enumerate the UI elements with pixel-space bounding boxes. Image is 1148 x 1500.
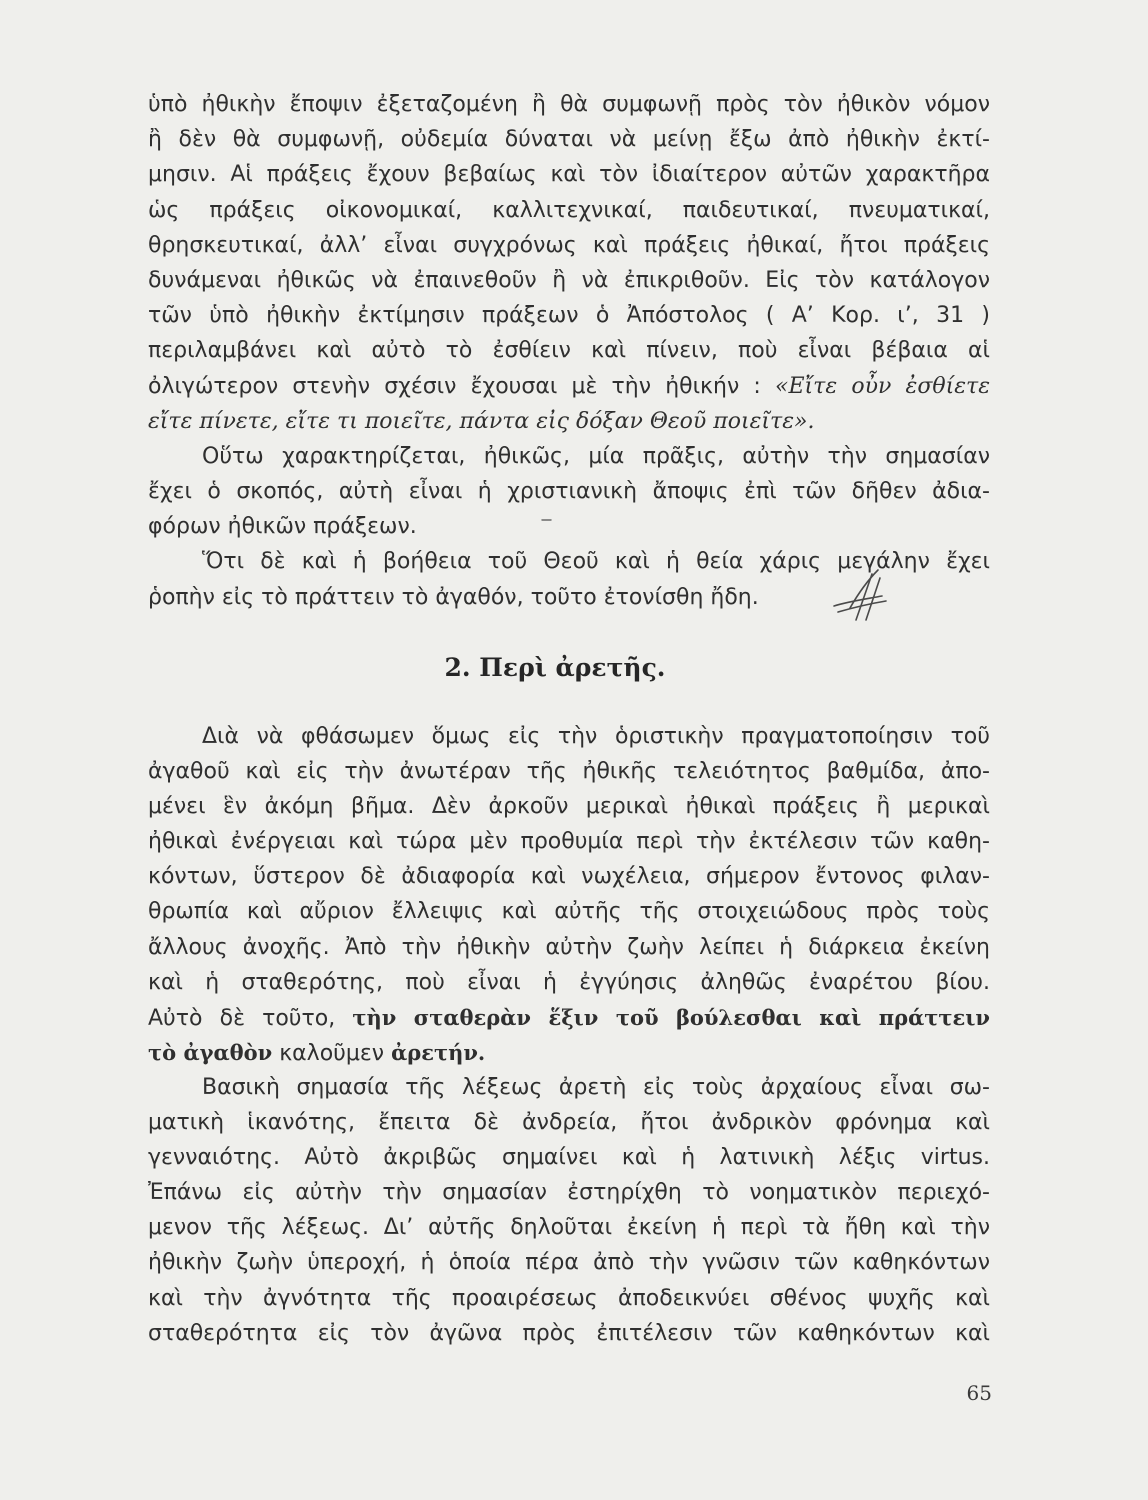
text-block-bottom (148, 719, 990, 1351)
text-segment: καλοῦμεν (272, 1040, 392, 1066)
scribble-stroke (850, 570, 878, 608)
page-number: 65 (966, 1381, 992, 1405)
text-line: ὡς πράξεις οἰκονομικαί, καλλιτεχνικαί, παιδευτικαί, πνευματικαί, (148, 197, 990, 223)
section-heading: 2. Περὶ ἀρετῆς. (444, 653, 666, 682)
text-segment: ὀλιγώτερον στενὴν σχέσιν ἔχουσαι μὲ τὴν ἠθικήν : (148, 373, 776, 399)
text-line: Ὅτι δὲ καὶ ἡ βοήθεια τοῦ Θεοῦ καὶ ἡ θεία χάρις μεγάλην ἔχει (202, 549, 990, 575)
paragraph (148, 87, 990, 439)
text-line: ἀγαθοῦ καὶ εἰς τὴν ἀνωτέραν τῆς ἠθικῆς τελειότητος βαθμίδα, ἀπο- (148, 759, 990, 785)
text-line: φόρων ἠθικῶν πράξεων. (148, 514, 417, 540)
text-line: ἔχει ὁ σκοπός, αὐτὴ εἶναι ἡ χριστιανικὴ ἄποψις ἐπὶ τῶν δῆθεν ἀδια- (148, 479, 990, 505)
text-line: θρησκευτικαί, ἀλλ’ εἶναι συγχρόνως καὶ πράξεις ἠθικαί, ἤτοι πράξεις (148, 232, 990, 258)
text-line: ἠθικὴν ζωὴν ὑπεροχή, ἡ ὁποία πέρα ἀπὸ τὴν γνῶσιν τῶν καθηκόντων (148, 1250, 990, 1276)
text-line: ῥοπὴν εἰς τὸ πράττειν τὸ ἀγαθόν, τοῦτο ἐτονίσθη ἤδη. (148, 584, 759, 610)
text-line: καὶ τὴν ἀγνότητα τῆς προαιρέσεως ἀποδεικνύει σθένος ψυχῆς καὶ (148, 1285, 990, 1311)
pen-scribble-mark (828, 562, 892, 626)
text-line: Βασικὴ σημασία τῆς λέξεως ἀρετὴ εἰς τοὺς ἀρχαίους εἶναι σω- (202, 1074, 990, 1100)
text-block-top (148, 87, 990, 615)
text-line: περιλαμβάνει καὶ αὐτὸ τὸ ἐσθίειν καὶ πίνειν, ποὺ εἶναι βέβαια αἱ (148, 338, 990, 364)
text-line: Ἐπάνω εἰς αὐτὴν τὴν σημασίαν ἐστηρίχθη τὸ νοηματικὸν περιεχό- (148, 1180, 990, 1206)
bold-definition: τὴν σταθερὰν ἕξιν τοῦ βούλεσθαι καὶ πράττειν (352, 1004, 990, 1030)
text-line: δυνάμεναι ἠθικῶς νὰ ἐπαινεθοῦν ἢ νὰ ἐπικριθοῦν. Εἰς τὸν κατάλογον (148, 267, 990, 293)
text-line (148, 1035, 990, 1070)
text-line: σταθερότητα εἰς τὸν ἀγῶνα πρὸς ἐπιτέλεσιν τῶν καθηκόντων καὶ (148, 1320, 990, 1346)
text-line: Οὕτω χαρακτηρίζεται, ἠθικῶς, μία πρᾶξις, αὐτὴν τὴν σημασίαν (202, 443, 990, 469)
bold-definition: τὸ ἀγαθὸν (148, 1039, 273, 1065)
pencil-dash-mark (540, 516, 554, 524)
paragraph (148, 719, 990, 1070)
text-line: Διὰ νὰ φθάσωμεν ὅμως εἰς τὴν ὁριστικὴν πραγματοποίησιν τοῦ (202, 724, 990, 749)
scripture-quote-line: εἴτε πίνετε, εἴτε τι ποιεῖτε, πάντα εἰς δόξαν Θεοῦ ποιεῖτε». (148, 408, 815, 434)
bold-term: ἀρετήν. (391, 1039, 486, 1065)
scribble-stroke (856, 574, 872, 620)
text-line: καὶ ἡ σταθερότης, ποὺ εἶναι ἡ ἐγγύησις ἀληθῶς ἐναρέτου βίου. (148, 969, 990, 995)
text-line: μησιν. Αἱ πράξεις ἔχουν βεβαίως καὶ τὸν ἰδιαίτερον αὐτῶν χαρακτῆρα (148, 162, 990, 188)
text-line: ἢ δὲν θὰ συμφωνῇ, οὐδεμία δύναται νὰ μείνῃ ἔξω ἀπὸ ἠθικὴν ἐκτί- (148, 127, 990, 153)
paragraph (148, 1070, 990, 1351)
text-line: θρωπία καὶ αὔριον ἔλλειψις καὶ αὐτῆς τῆς στοιχειώδους πρὸς τοὺς (148, 899, 990, 925)
text-line: ματικὴ ἱκανότης, ἔπειτα δὲ ἀνδρεία, ἤτοι ἀνδρικὸν φρόνημα καὶ (148, 1110, 990, 1136)
text-line: ὑπὸ ἠθικὴν ἔποψιν ἐξεταζομένη ἢ θὰ συμφωνῇ πρὸς τὸν ἠθικὸν νόμον (148, 92, 990, 117)
text-line: τῶν ὑπὸ ἠθικὴν ἐκτίμησιν πράξεων ὁ Ἀπόστολος ( Α’ Κορ. ι’, 31 ) (148, 303, 990, 329)
scripture-quote: «Εἴτε οὖν ἐσθίετε (775, 373, 990, 399)
text-line: ἄλλους ἀνοχῆς. Ἀπὸ τὴν ἠθικὴν αὐτὴν ζωὴν λείπει ἡ διάρκεια ἐκείνη (148, 934, 990, 960)
text-line: γενναιότης. Αὐτὸ ἀκριβῶς σημαίνει καὶ ἡ λατινικὴ λέξις virtus. (148, 1145, 990, 1171)
text-line (148, 1000, 990, 1035)
text-line: κόντων, ὕστερον δὲ ἀδιαφορία καὶ νωχέλεια, σήμερον ἔντονος φιλαν- (148, 864, 990, 890)
text-line (148, 369, 990, 404)
text-line: μένει ἓν ἀκόμη βῆμα. Δὲν ἀρκοῦν μερικαὶ ἠθικαὶ πράξεις ἢ μερικαὶ (148, 794, 990, 820)
text-line: μενον τῆς λέξεως. Δι’ αὐτῆς δηλοῦται ἐκείνη ἡ περὶ τὰ ἤθη καὶ τὴν (148, 1215, 990, 1241)
text-line: ἠθικαὶ ἐνέργειαι καὶ τώρα μὲν προθυμία περὶ τὴν ἐκτέλεσιν τῶν καθη- (148, 829, 990, 855)
text-segment: Αὐτὸ δὲ τοῦτο, (148, 1005, 353, 1031)
scribble-stroke (834, 596, 882, 606)
paragraph (148, 439, 990, 545)
